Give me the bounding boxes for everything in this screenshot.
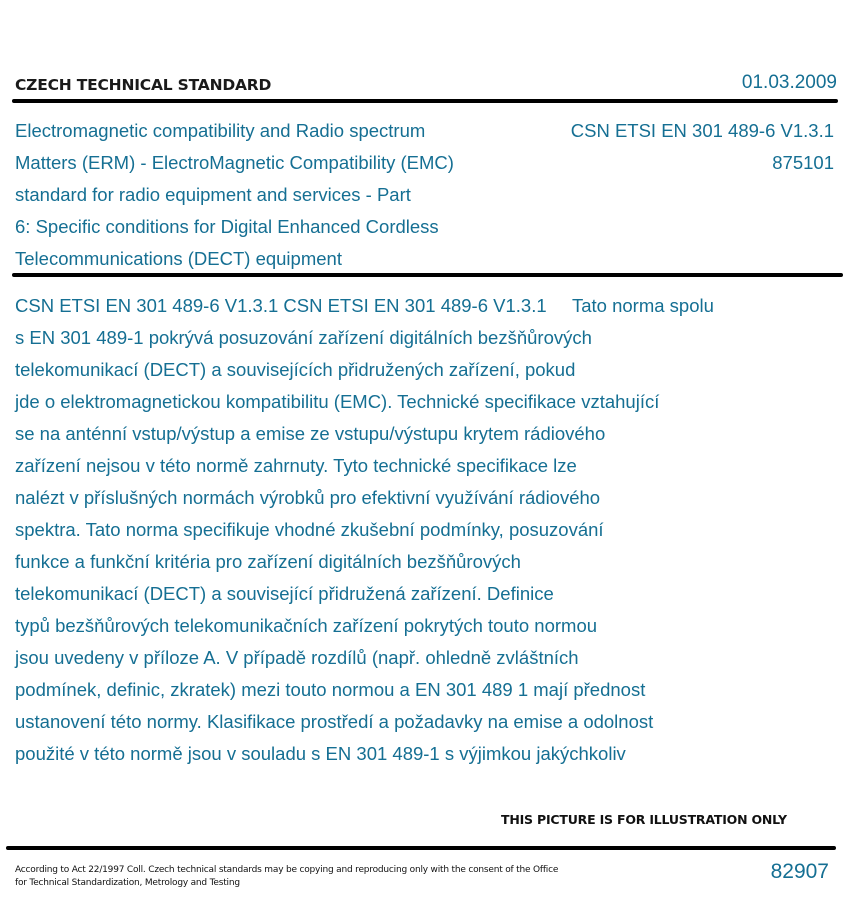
title-line: Electromagnetic compatibility and Radio spectrum — [15, 120, 426, 141]
abstract-line: s EN 301 489-1 pokrývá posuzování zařízení digitálních bezšňůrových — [15, 327, 592, 348]
abstract-line: ustanovení této normy. Klasifikace prostředí a požadavky na emise a odolnost — [15, 711, 654, 732]
abstract-line: zařízení nejsou v této normě zahrnuty. Tyto technické specifikace lze — [15, 455, 577, 476]
abstract-line: použité v této normě jsou v souladu s EN 301 489-1 s výjimkou jakýchkoliv — [15, 743, 626, 764]
abstract-line: funkce a funkční kritéria pro zařízení digitálních bezšňůrových — [15, 551, 521, 572]
abstract-line: telekomunikací (DECT) a související přidružená zařízení. Definice — [15, 583, 554, 604]
footer-number: 82907 — [770, 860, 829, 883]
abstract-line: jde o elektromagnetickou kompatibilitu (EMC). Technické specifikace vztahující — [15, 391, 660, 412]
copyright-line: for Technical Standardization, Metrology and Testing — [15, 878, 240, 888]
abstract-line: spektra. Tato norma specifikuje vhodné zkušební podmínky, posuzování — [15, 519, 604, 540]
title-line: Matters (ERM) - ElectroMagnetic Compatibility (EMC) — [15, 152, 454, 173]
abstract-line: typů bezšňůrových telekomunikačních zařízení pokrytých touto normou — [15, 615, 598, 636]
illustration-notice: THIS PICTURE IS FOR ILLUSTRATION ONLY — [501, 812, 787, 827]
abstract-line: podmínek, definic, zkratek) mezi touto normou a EN 301 489 1 mají přednost — [15, 679, 646, 700]
standard-abstract — [15, 290, 845, 770]
publication-date: 01.03.2009 — [741, 72, 837, 93]
title-divider — [12, 273, 843, 277]
title-line: 6: Specific conditions for Digital Enhanced Cordless — [15, 216, 439, 237]
standard-identifiers — [571, 115, 834, 179]
title-line: standard for radio equipment and services - Part — [15, 184, 411, 205]
document-header-title: CZECH TECHNICAL STANDARD — [15, 76, 272, 94]
abstract-line: nalézt v příslušných normách výrobků pro efektivní využívání rádiového — [15, 487, 601, 508]
standard-designation: CSN ETSI EN 301 489-6 V1.3.1 — [570, 120, 834, 141]
footer-divider — [6, 846, 836, 850]
catalog-number: 875101 — [772, 152, 834, 173]
abstract-line: jsou uvedeny v příloze A. V případě rozdílů (např. ohledně zvláštních — [15, 647, 579, 668]
standard-title — [15, 115, 545, 275]
header-divider — [12, 99, 838, 103]
abstract-line: CSN ETSI EN 301 489-6 V1.3.1 CSN ETSI EN 301 489-6 V1.3.1 Tato norma spolu — [15, 295, 714, 316]
abstract-line: telekomunikací (DECT) a souvisejících přidružených zařízení, pokud — [15, 359, 576, 380]
abstract-line: se na anténní vstup/výstup a emise ze vstupu/výstupu krytem rádiového — [15, 423, 606, 444]
title-line: Telecommunications (DECT) equipment — [15, 248, 342, 269]
copyright-line: According to Act 22/1997 Coll. Czech technical standards may be copying and reproducing only with the consent of the Office — [15, 865, 559, 875]
copyright-note — [15, 864, 595, 890]
